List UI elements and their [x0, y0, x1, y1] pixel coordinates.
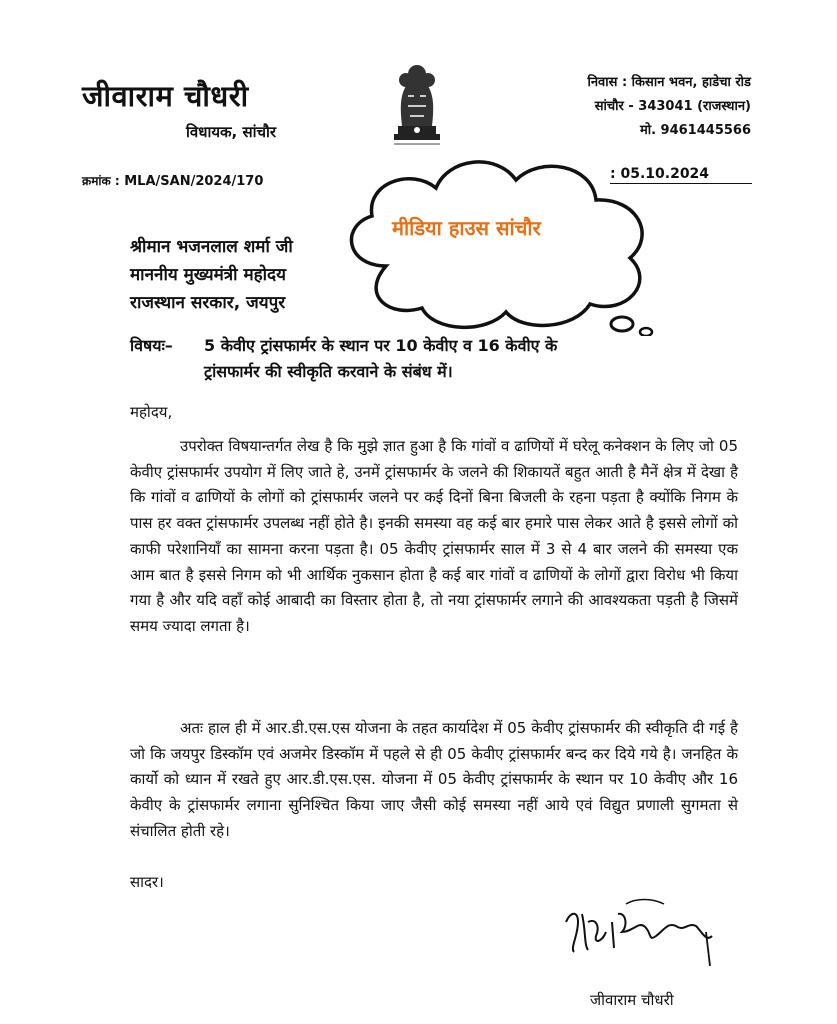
closing: सादर।: [130, 873, 164, 891]
letterhead-name: जीवाराम चौधरी: [82, 79, 249, 113]
salutation: महोदय,: [130, 403, 173, 421]
cloud-watermark-icon: [326, 146, 666, 336]
subject-label: विषयः–: [130, 336, 173, 355]
addressee-line-2: माननीय मुख्यमंत्री महोदय: [130, 265, 286, 285]
signatory-name: जीवाराम चौधरी: [590, 991, 674, 1009]
letterhead-designation: विधायक, सांचौर: [186, 123, 277, 141]
national-emblem-icon: [384, 56, 450, 152]
addressee-line-1: श्रीमान भजनलाल शर्मा जी: [130, 237, 293, 257]
body-paragraph-2: अतः हाल ही में आर.डी.एस.एस योजना के तहत कार्यादेश में 05 केवीए ट्रांसफार्मर की स्वीकृति दी गई है जो कि जयपुर डिस्कॉम एवं अजमेर डिस्कॉम में पहले से ही 05 केवीए ट्रांसफार्मर बन्द कर दिये गये है। जनहित के कार्यो को ध्यान में रखते हुए आर.डी.एस.एस. योजना में 05 केवीए ट्रांसफार्मर के स्थान पर 10 केवीए और 16 केवीए के ट्रांसफार्मर लगाना सुनिश्चित किया जाए जैसी कोई समस्या नहीं आये एवं विद्युत प्रणाली सुगमता से संचालित होती रहे।: [130, 719, 738, 840]
subject-line-1: 5 केवीए ट्रांसफार्मर के स्थान पर 10 केवीए व 16 केवीए के: [204, 336, 558, 355]
reference-label: क्रमांक :: [82, 174, 120, 188]
watermark-text: मीडिया हाउस सांचौर: [392, 216, 541, 240]
reference-value: MLA/SAN/2024/170: [124, 174, 264, 189]
subject-line-2: ट्रांसफार्मर की स्वीकृति करवाने के संबंध में।: [204, 362, 453, 381]
addressee-line-3: राजस्थान सरकार, जयपुर: [130, 293, 286, 313]
reference-number: [82, 172, 263, 189]
phone-number: मो. 9461445566: [639, 123, 751, 138]
address-line-1: निवास : किसान भवन, हाडेचा रोड: [587, 75, 751, 90]
signature-icon: [556, 892, 726, 972]
body-paragraph-1: उपरोक्त विषयान्तर्गत लेख है कि मुझे ज्ञात हुआ है कि गांवों व ढाणियों में घरेलू कनेक्शन के लिए जो 05 केवीए ट्रांसफार्मर उपयोग में लिए जाते हे, उनमें ट्रांसफार्मर के जलने की शिकायतें बहुत आती है मैनें क्षेत्र में देखा है कि गांवों व ढाणियों के लोगों को ट्रांसफार्मर जलने पर कई दिनों बिना बिजली के रहना पड़ता है क्योंकि निगम के पास हर वक्त ट्रांसफार्मर उपलब्ध नहीं होते है। इनकी समस्या वह कई बार हमारे पास लेकर आते है इससे लोगों को काफी परेशानियाँ का सामना करना पड़ता है। 05 केवीए ट्रांसफार्मर साल में 3 से 4 बार जलने की समस्या एक आम बात है इससे निगम को भी आर्थिक नुकसान होता है कई बार गांवों व ढाणियों के लोगों द्वारा विरोध भी किया गया है और यदि वहाँ कोई आबादी का विस्तार होता है, तो नया ट्रांसफार्मर लगाने की आवश्यकता पड़ती है जिसमें समय ज्यादा लगता है।: [130, 437, 738, 635]
address-line-2: सांचौर - 343041 (राजस्थान): [594, 99, 751, 114]
letter-date: : 05.10.2024: [610, 166, 752, 184]
